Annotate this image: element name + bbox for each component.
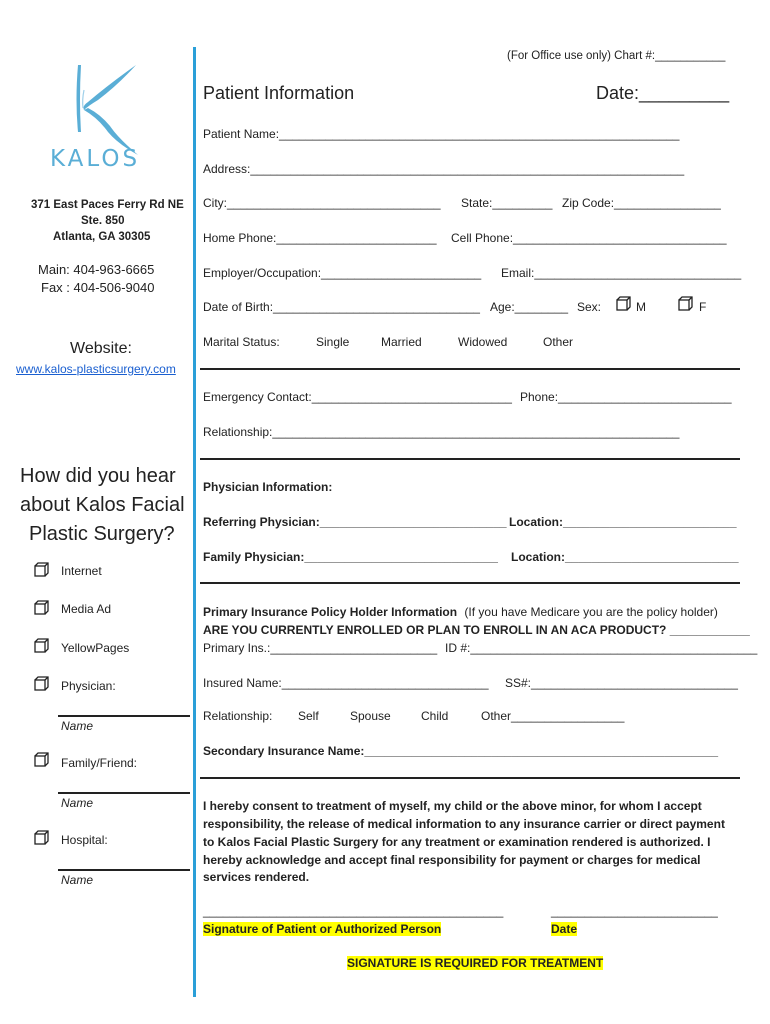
consent-line-3: to Kalos Facial Plastic Surgery for any treatment or examination rendered is authorized. I (203, 835, 711, 849)
referring-physician-field[interactable]: Referring Physician:____________________________ (203, 515, 507, 529)
option-media-ad-label: Media Ad (61, 602, 112, 616)
section-divider (200, 368, 740, 370)
physician-name-line[interactable] (58, 715, 190, 717)
section-divider (200, 582, 740, 584)
relationship-spouse-option[interactable]: Spouse (350, 709, 391, 723)
sex-f-label: F (699, 300, 707, 314)
logo-wordmark: KALOS (50, 146, 141, 172)
email-field[interactable]: Email:_______________________________ (501, 266, 742, 280)
checkbox-sex-f-icon[interactable] (677, 296, 693, 312)
consent-line-1: I hereby consent to treatment of myself, my child or the above minor, for whom I accept (203, 799, 702, 813)
sex-m-label: M (636, 300, 646, 314)
consent-line-2: responsibility, the release of medical information to any insurance carrier or direct payment (203, 817, 725, 831)
zip-field[interactable]: Zip Code:________________ (562, 196, 721, 210)
marital-married-option[interactable]: Married (381, 335, 422, 349)
ssn-field[interactable]: SS#:_______________________________ (505, 676, 738, 690)
emergency-phone-field[interactable]: Phone:__________________________ (520, 390, 732, 404)
address-field[interactable]: Address:_________________________________________________________________ (203, 162, 685, 176)
hear-heading-line-1: How did you hear (20, 465, 176, 487)
address-line-2: Ste. 850 (81, 215, 125, 227)
dob-field[interactable]: Date of Birth:_______________________________ (203, 300, 480, 314)
policy-holder-title: Primary Insurance Policy Holder Information (203, 605, 458, 619)
marital-widowed-option[interactable]: Widowed (458, 335, 508, 349)
family-location-field[interactable]: Location:__________________________ (511, 550, 739, 564)
hospital-name-line[interactable] (58, 869, 190, 871)
checkbox-internet-icon[interactable] (33, 562, 49, 578)
marital-other-option[interactable]: Other (543, 335, 574, 349)
checkbox-family-friend-icon[interactable] (33, 752, 49, 768)
emergency-contact-field[interactable]: Emergency Contact:______________________________ (203, 390, 512, 404)
signature-required-notice: SIGNATURE IS REQUIRED FOR TREATMENT (347, 956, 604, 970)
primary-insurance-field[interactable]: Primary Ins.:_________________________ (203, 641, 438, 655)
option-internet-label: Internet (61, 564, 102, 578)
city-field[interactable]: City:________________________________ (203, 196, 441, 210)
signature-label: Signature of Patient or Authorized Person (203, 922, 442, 936)
marital-status-label: Marital Status: (203, 335, 280, 349)
signature-date-line[interactable]: _________________________ (551, 904, 718, 918)
home-phone-field[interactable]: Home Phone:________________________ (203, 231, 437, 245)
patient-info-title: Patient Information (203, 83, 355, 103)
hospital-name-caption: Name (61, 873, 94, 887)
office-chart-field[interactable]: (For Office use only) Chart #:___________ (507, 50, 726, 62)
hear-heading-line-2: about Kalos Facial (20, 494, 185, 516)
physician-name-caption: Name (61, 719, 94, 733)
section-divider (200, 458, 740, 460)
checkbox-hospital-icon[interactable] (33, 830, 49, 846)
website-label: Website: (70, 340, 132, 357)
address-line-1: 371 East Paces Ferry Rd NE (31, 199, 184, 211)
option-family-friend-label: Family/Friend: (61, 756, 138, 770)
state-field[interactable]: State:_________ (461, 196, 553, 210)
employer-field[interactable]: Employer/Occupation:________________________ (203, 266, 482, 280)
relationship-child-option[interactable]: Child (421, 709, 449, 723)
website-link[interactable]: www.kalos-plasticsurgery.com (16, 362, 176, 376)
signature-date-label: Date (551, 922, 578, 936)
emergency-relationship-field[interactable]: Relationship:_____________________________________________________________ (203, 425, 680, 439)
family-physician-field[interactable]: Family Physician:_____________________________ (203, 550, 498, 564)
option-hospital-label: Hospital: (61, 833, 108, 847)
referring-location-field[interactable]: Location:__________________________ (509, 515, 737, 529)
sex-label: Sex: (577, 300, 602, 314)
checkbox-sex-m-icon[interactable] (615, 296, 631, 312)
option-physician-label: Physician: (61, 679, 116, 693)
hear-heading-line-3: Plastic Surgery? (29, 523, 175, 545)
vertical-divider (193, 47, 196, 997)
checkbox-yellowpages-icon[interactable] (33, 638, 49, 654)
family-friend-name-line[interactable] (58, 792, 190, 794)
cell-phone-field[interactable]: Cell Phone:________________________________ (451, 231, 727, 245)
age-field[interactable]: Age:________ (490, 300, 569, 314)
policy-holder-note: (If you have Medicare you are the policy holder) (464, 605, 718, 619)
insurance-id-field[interactable]: ID #:___________________________________________ (445, 641, 758, 655)
consent-line-4: hereby acknowledge and accept final responsibility for payment or charges for medical (203, 853, 701, 867)
checkbox-media-ad-icon[interactable] (33, 600, 49, 616)
marital-single-option[interactable]: Single (316, 335, 350, 349)
fax-number: Fax : 404-506-9040 (41, 280, 155, 295)
option-yellowpages-label: YellowPages (61, 641, 130, 655)
consent-line-5: services rendered. (203, 870, 310, 884)
secondary-insurance-field[interactable]: Secondary Insurance Name:_____________________________________________________ (203, 744, 719, 758)
section-divider (200, 777, 740, 779)
checkbox-physician-icon[interactable] (33, 676, 49, 692)
address-line-3: Atlanta, GA 30305 (53, 231, 151, 243)
kalos-logo (48, 60, 158, 180)
relationship-self-option[interactable]: Self (298, 709, 319, 723)
kalos-k-mark-icon (48, 60, 158, 160)
relationship-other-field[interactable]: Other_________________ (481, 709, 625, 723)
aca-question-field[interactable]: ARE YOU CURRENTLY ENROLLED OR PLAN TO ENROLL IN AN ACA PRODUCT? ____________ (203, 623, 750, 637)
insured-relationship-label: Relationship: (203, 709, 273, 723)
main-phone: Main: 404-963-6665 (38, 262, 155, 277)
signature-line[interactable]: _____________________________________________ (203, 904, 504, 918)
patient-name-field[interactable]: Patient Name:____________________________________________________________ (203, 127, 680, 141)
insured-name-field[interactable]: Insured Name:_______________________________ (203, 676, 489, 690)
family-friend-name-caption: Name (61, 796, 94, 810)
date-field[interactable]: Date:_________ (596, 83, 730, 103)
physician-info-title: Physician Information: (203, 480, 333, 494)
